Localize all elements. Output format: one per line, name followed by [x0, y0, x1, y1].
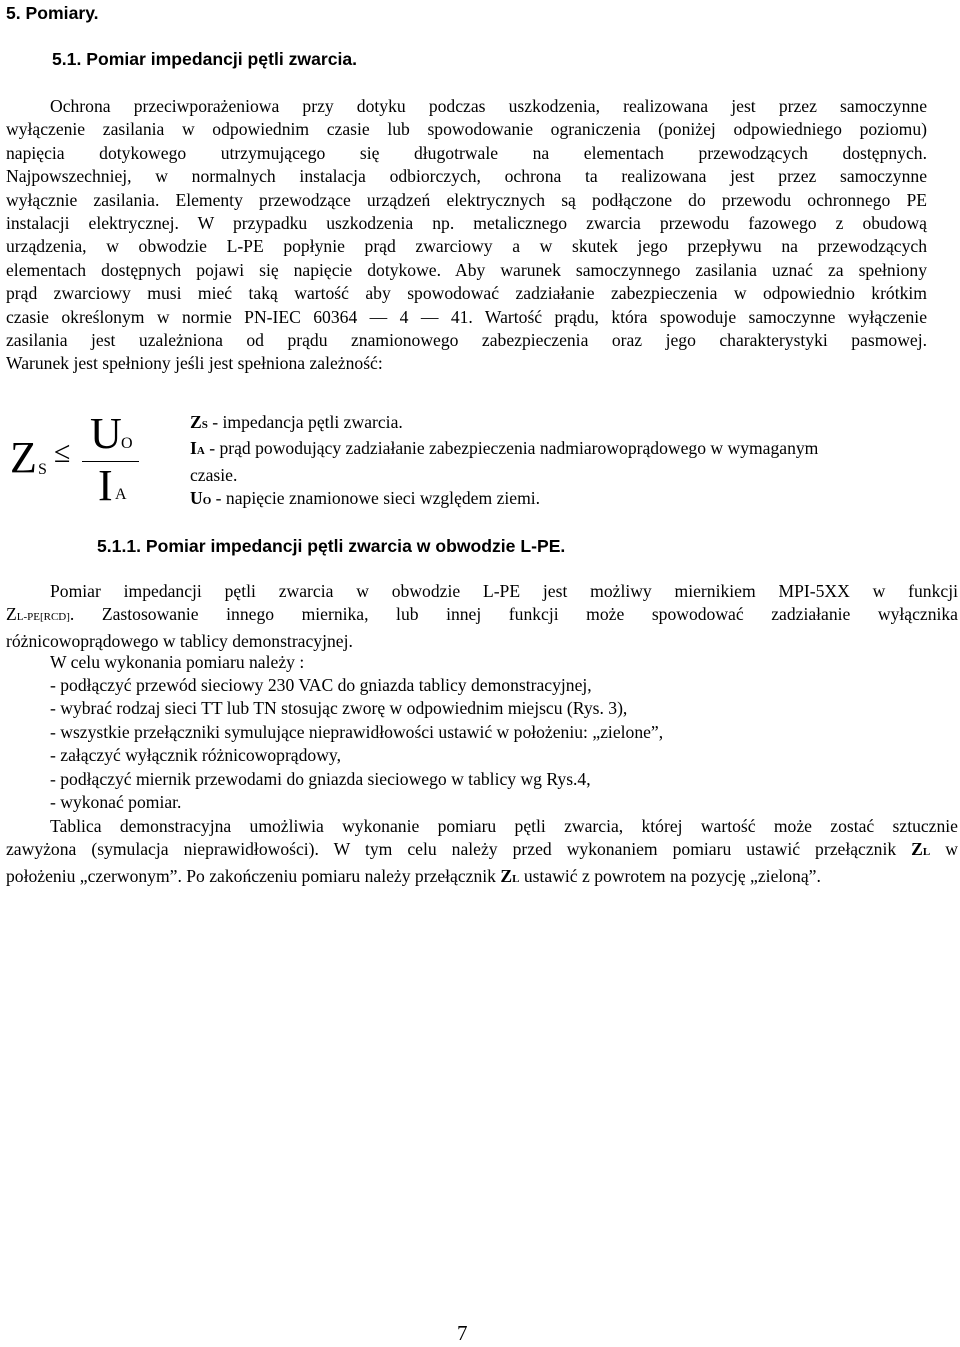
- text-line: Warunek jest spełniony jeśli jest spełniona zależność:: [6, 353, 383, 374]
- text-line: elementach dostępnych pojawi się napięcie dotykowe. Aby warunek samoczynnego zasilania uznać za spełniony: [6, 259, 927, 280]
- text-line: różnicowoprądowego w tablicy demonstracyjnej.: [6, 630, 353, 651]
- step-item: - załączyć wyłącznik różnicowoprądowy,: [50, 745, 341, 766]
- text-line: Najpowszechniej, w normalnych instalacja odbiorczych, ochrona ta realizowana jest przez samoczynne: [6, 166, 927, 187]
- text-line: czasie określonym w normie PN-IEC 60364 — 4 — 41. Wartość prądu, która spowoduje samoczynne wyłączenie: [6, 306, 927, 327]
- text-line: Pomiar impedancji pętli zwarcia w obwodzie L-PE jest możliwy miernikiem MPI-5XX w funkcji: [50, 581, 958, 601]
- legend-item: IA - prąd powodujący zadziałanie zabezpieczenia nadmiarowoprądowego w wymaganym: [190, 438, 819, 459]
- legend-item: UO - napięcie znamionowe sieci względem ziemi.: [190, 488, 541, 509]
- step-item: - wszystkie przełączniki symulujące nieprawidłowości ustawić w położeniu: „zielone”,: [50, 721, 664, 742]
- text-line: ZL-PE[RCD]. Zastosowanie innego miernika, lub innej funkcji może spowodować zadziałanie wyłącznika: [6, 604, 958, 625]
- switch-symbol: ZL: [911, 839, 931, 860]
- paragraph-measurement: [6, 580, 958, 653]
- text-line: zawyżona (symulacja nieprawidłowości). W tym celu należy przed wykonaniem pomiaru ustawić przełącznik ZL w: [6, 839, 959, 860]
- formula-numerator-sub: O: [121, 435, 133, 452]
- step-item: - podłączyć przewód sieciowy 230 VAC do gniazda tablicy demonstracyjnej,: [50, 675, 592, 695]
- text-line: wyłącznie zasilania. Elementy przewodzące urządzeń elektrycznych są podłączone do przewodu ochronnego PE: [6, 189, 927, 210]
- text-line: położeniu „czerwonym”. Po zakończeniu pomiaru należy przełącznik ZL ustawić z powrotem na pozycję „zieloną”.: [6, 865, 821, 886]
- heading-section-5-1-1: 5.1.1. Pomiar impedancji pętli zwarcia w obwodzie L-PE.: [97, 536, 566, 556]
- formula-relation: ≤: [54, 436, 71, 469]
- legend-symbol: UO: [190, 488, 212, 509]
- legend-symbol: ZS: [190, 412, 208, 432]
- steps-intro: W celu wykonania pomiaru należy :: [50, 652, 305, 672]
- text-line: prąd zwarciowy musi mieć taką wartość aby spowodować zadziałanie zabezpieczenia w odpowiednio krótkim: [6, 283, 927, 304]
- formula-denominator: I: [98, 461, 113, 510]
- formula-legend: [190, 411, 935, 514]
- fraction-bar: [82, 461, 139, 462]
- heading-section-5-1: 5.1. Pomiar impedancji pętli zwarcia.: [52, 49, 358, 69]
- paragraph-intro: [6, 95, 927, 376]
- text-line: zasilania jest uzależniona od prądu znamionowego zabezpieczenia oraz jego charakterystyki pasmowej.: [6, 330, 927, 351]
- formula-lhs: Z: [10, 433, 37, 482]
- text-line: napięcia dotykowego utrzymującego się długotrwale na elementach przewodzących dostępnych.: [6, 142, 927, 163]
- legend-item: ZS - impedancja pętli zwarcia.: [190, 412, 403, 432]
- formula-lhs-sub: S: [38, 461, 47, 478]
- text-line: wyłączenie zasilania w odpowiednim czasie lub spowodowanie ograniczenia (poniżej odpowiedniego poziomu): [6, 119, 927, 140]
- paragraph-simulation: [6, 815, 958, 891]
- steps-list: [50, 674, 663, 814]
- legend-item-continuation: czasie.: [190, 464, 238, 485]
- text-line: instalacji elektrycznej. W przypadku uszkodzenia np. metalicznego zwarcia przewodu fazowego z obudową: [6, 213, 927, 234]
- step-item: - wybrać rodzaj sieci TT lub TN stosując zworę w odpowiednim miejscu (Rys. 3),: [50, 698, 628, 719]
- text-line: Tablica demonstracyjna umożliwia wykonanie pomiaru pętli zwarcia, której wartość może zostać sztucznie: [50, 816, 958, 836]
- step-item: - wykonać pomiar.: [50, 792, 182, 813]
- formula-denominator-sub: A: [115, 486, 127, 503]
- legend-symbol: IA: [190, 438, 205, 459]
- text-line: urządzenia, w obwodzie L-PE popłynie prąd zwarciowy a w skutek jego przepływu na przewodzących: [6, 236, 927, 257]
- formula-loop-impedance: [8, 409, 158, 512]
- text-line: Ochrona przeciwporażeniowa przy dotyku podczas uszkodzenia, realizowana jest przez samoczynne: [50, 96, 927, 116]
- formula-numerator: U: [90, 409, 122, 458]
- heading-section-5: 5. Pomiary.: [6, 3, 99, 23]
- switch-symbol: ZL: [500, 865, 520, 886]
- page-number: 7: [457, 1321, 468, 1345]
- step-item: - podłączyć miernik przewodami do gniazda sieciowego w tablicy wg Rys.4,: [50, 768, 591, 789]
